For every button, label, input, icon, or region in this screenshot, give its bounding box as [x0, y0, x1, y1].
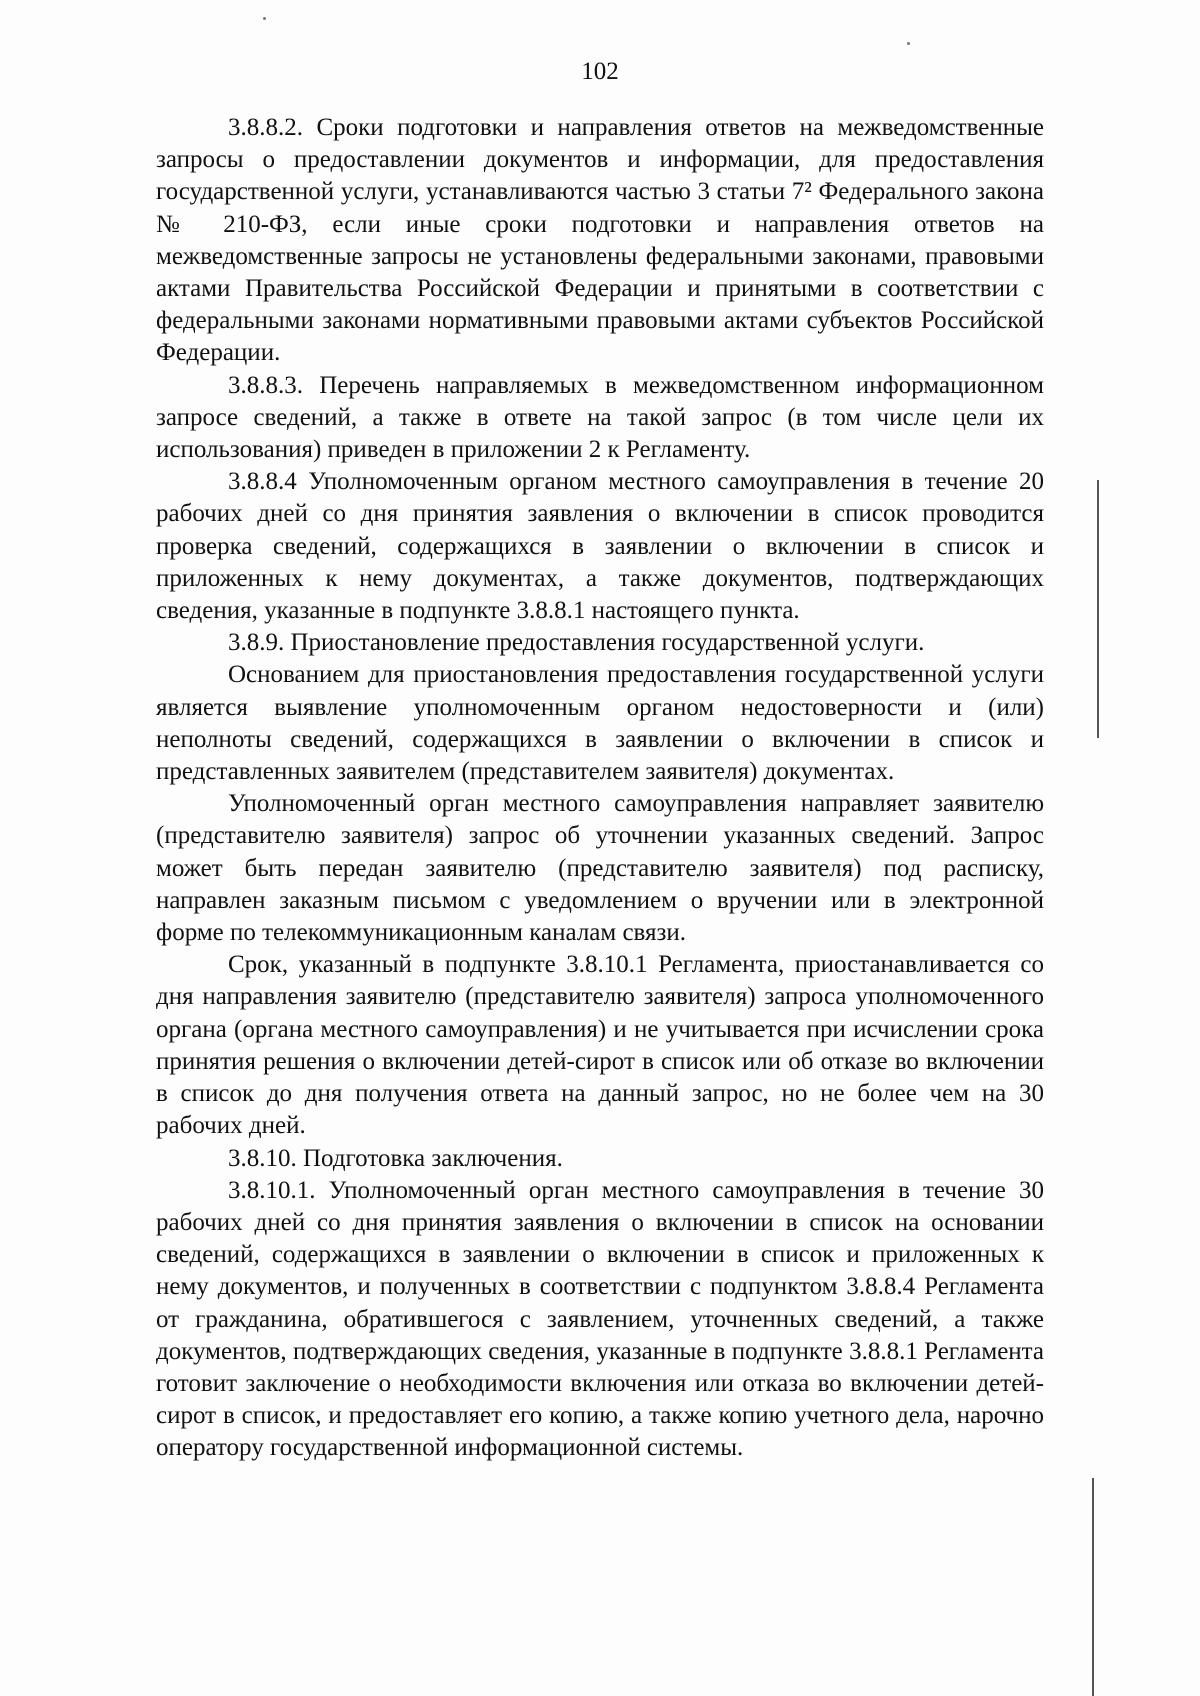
- paragraph-3-8-10-1: 3.8.10.1. Уполномоченный орган местного самоуправления в течение 30 рабочих дней со дня принятия заявления о включении в список на основании сведений, содержащихся в заявлении о включении в список и приложенных к нему документов, и полученных в соответствии с подпунктом 3.8.8.4 Регламента от гражданина, обратившегося с заявлением, уточненных сведений, а также документов, подтверждающих сведения, указанные в подпункте 3.8.8.1 Регламента готовит заключение о необходимости включения или отказа во включении детей-сирот в список, и предоставляет его копию, а также копию учетного дела, нарочно оператору государственной информационной системы.: [156, 1176, 1044, 1462]
- scan-edge-mark-lower: [1092, 1478, 1094, 1696]
- document-body: [156, 112, 1044, 1465]
- paragraph-3-8-8-4: 3.8.8.4 Уполномоченным органом местного самоуправления в течение 20 рабочих дней со дня принятия заявления о включении в список проводится проверка сведений, содержащихся в заявлении о включении в список и приложенных к нему документах, а также документов, подтверждающих сведения, указанные в подпункте 3.8.8.1 настоящего пункта.: [156, 468, 1044, 625]
- paragraph-suspension-term: Срок, указанный в подпункте 3.8.10.1 Регламента, приостанавливается со дня направления заявителю (представителю заявителя) запроса уполномоченного органа (органа местного самоуправления) и не учитывается при исчислении срока принятия решения о включении детей-сирот в список или об отказе во включении в список до дня получения ответа на данный запрос, но не более чем на 30 рабочих дней.: [156, 951, 1044, 1140]
- scan-speck: [907, 42, 910, 45]
- paragraph-3-8-8-3: 3.8.8.3. Перечень направляемых в межведомственном информационном запросе сведений, а также в ответе на такой запрос (в том числе цели их использования) приведен в приложении 2 к Регламенту.: [156, 371, 1044, 464]
- paragraph-3-8-8-2: 3.8.8.2. Сроки подготовки и направления ответов на межведомственные запросы о предоставлении документов и информации, для предоставления государственной услуги, устанавливаются частью 3 статьи 7² Федерального закона № 210-ФЗ, если иные сроки подготовки и направления ответов на межведомственные запросы не установлены федеральными законами, правовыми актами Правительства Российской Федерации и принятыми в соответствии с федеральными законами нормативными правовыми актами субъектов Российской Федерации.: [156, 114, 1044, 367]
- page-number: 102: [581, 58, 619, 85]
- paragraph-clarification-request: Уполномоченный орган местного самоуправления направляет заявителю (представителю заявителя) запрос об уточнении указанных сведений. Запрос может быть передан заявителю (представителю заявителя) под расписку, направлен заказным письмом с уведомлением о вручении или в электронной форме по телекоммуникационным каналам связи.: [156, 790, 1044, 947]
- scan-speck: [263, 17, 266, 20]
- paragraph-suspension-grounds: Основанием для приостановления предоставления государственной услуги является выявление уполномоченным органом недостоверности и (или) неполноты сведений, содержащихся в заявлении о включении в список и представленных заявителем (представителем заявителя) документах.: [156, 661, 1044, 786]
- paragraph-3-8-9-heading: 3.8.9. Приостановление предоставления государственной услуги.: [228, 629, 925, 657]
- paragraph-3-8-10-heading: 3.8.10. Подготовка заключения.: [228, 1144, 563, 1172]
- scan-edge-mark-upper: [1097, 480, 1099, 738]
